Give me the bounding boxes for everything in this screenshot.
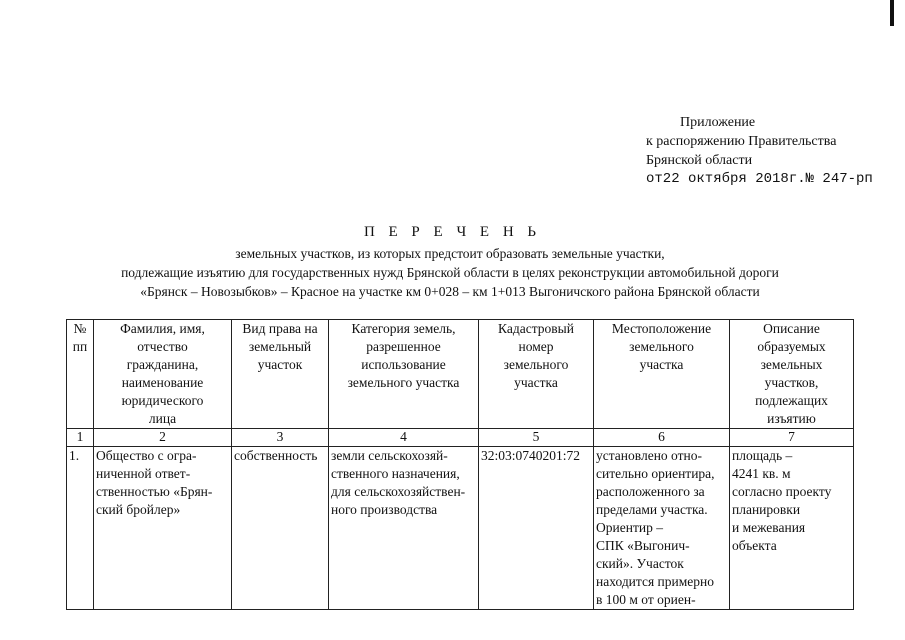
appendix-label: Приложение	[680, 115, 756, 130]
subtitle-line-1: земельных участков, из которых предстоит образовать земельные участки,	[235, 246, 665, 261]
land-plots-table	[66, 319, 854, 610]
table-row	[67, 447, 854, 610]
column-number-6: 6	[594, 429, 730, 447]
header-category: Категория земель, разрешенное использование земельного участка	[329, 320, 479, 429]
appendix-block	[646, 113, 873, 189]
header-owner: Фамилия, имя, отчество гражданина, наименование юридического лица	[94, 320, 232, 429]
appendix-decree: к распоряжению Правительства	[646, 134, 837, 149]
column-number-5: 5	[479, 429, 594, 447]
header-location: Местоположение земельного участка	[594, 320, 730, 429]
column-number-7: 7	[730, 429, 854, 447]
document-subtitle	[60, 244, 840, 301]
column-number-3: 3	[232, 429, 329, 447]
subtitle-line-3: «Брянск – Новозыбков» – Красное на участке км 0+028 – км 1+013 Выгоничского района Брянской области	[140, 284, 760, 299]
row-cadastral: 32:03:0740201:72	[479, 447, 594, 610]
column-number-4: 4	[329, 429, 479, 447]
header-description: Описание образуемых земельных участков, подлежащих изъятию	[730, 320, 854, 429]
row-right: собственность	[232, 447, 329, 610]
document-title: П Е Р Е Ч Е Н Ь	[363, 224, 542, 240]
subtitle-line-2: подлежащие изъятию для государственных нужд Брянской области в целях реконструкции автомобильной дороги	[121, 265, 779, 280]
header-number: № пп	[67, 320, 94, 429]
row-number: 1.	[67, 447, 94, 610]
column-number-row	[67, 429, 854, 447]
row-owner: Общество с огра- ниченной ответ- ственностью «Брян- ский бройлер»	[94, 447, 232, 610]
row-location: установлено отно- сительно ориентира, расположенного за пределами участка. Ориентир – СПК «Выгонич- ский». Участок находится примерно в 100 м от ориен-	[594, 447, 730, 610]
header-right: Вид права на земельный участок	[232, 320, 329, 429]
appendix-date: от22 октября 2018г.№ 247-рп	[646, 171, 873, 187]
row-category: земли сельскохозяй- ственного назначения, для сельскохозяйствен- ного производства	[329, 447, 479, 610]
column-number-1: 1	[67, 429, 94, 447]
column-number-2: 2	[94, 429, 232, 447]
appendix-region: Брянской области	[646, 153, 753, 168]
header-cadastral: Кадастровый номер земельного участка	[479, 320, 594, 429]
scan-edge-mark	[890, 0, 894, 26]
table-header-row	[67, 320, 854, 429]
row-description: площадь – 4241 кв. м согласно проекту планировки и межевания объекта	[730, 447, 854, 610]
